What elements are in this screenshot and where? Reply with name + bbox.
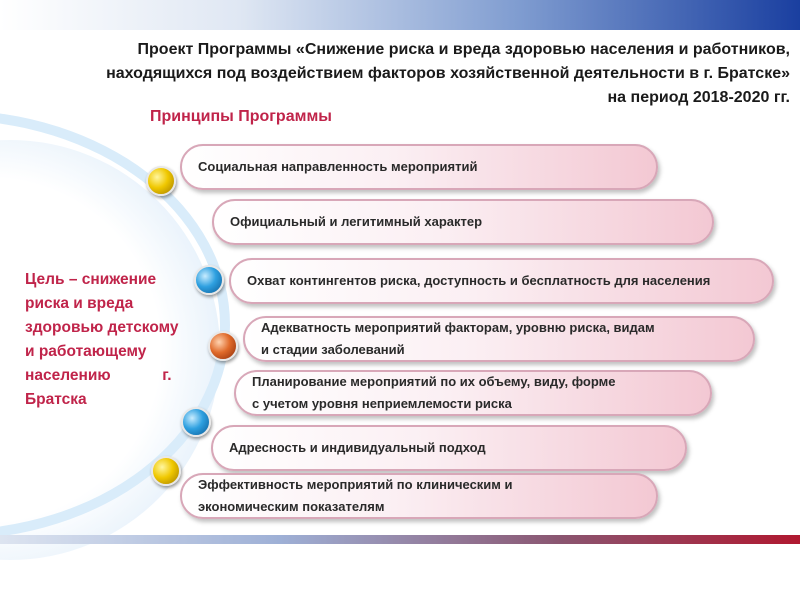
goal-line-1: Цель – снижение <box>25 271 157 288</box>
principle-3-ball-icon <box>194 265 224 295</box>
principle-pill-3 <box>229 258 774 304</box>
goal-line-4: и работающему <box>25 343 147 360</box>
goal-line-6: Братска <box>25 391 87 408</box>
goal-text <box>25 268 200 412</box>
principle-pill-1 <box>180 144 658 190</box>
principle-3-line-1: Охват контингентов риска, доступность и бесплатность для населения <box>247 273 711 288</box>
principle-1-line-1: Социальная направленность мероприятий <box>198 159 478 174</box>
principle-4-line-1: Адекватность мероприятий факторам, уровню риска, видам <box>261 320 655 335</box>
bottom-gradient-band <box>0 535 800 544</box>
principle-pill-7 <box>180 473 658 519</box>
goal-line-2: риска и вреда <box>25 295 134 312</box>
goal-line-3: здоровью детскому <box>25 319 179 336</box>
principle-pill-5 <box>234 370 712 416</box>
title-line-2: находящихся под воздействием факторов хозяйственной деятельности в г. Братске» <box>106 65 790 82</box>
title-line-3: на период 2018-2020 гг. <box>607 89 790 106</box>
goal-line-5: населению г. <box>25 367 172 384</box>
principle-4-line-2: и стадии заболеваний <box>261 342 405 357</box>
principle-7-line-2: экономическим показателям <box>198 499 385 514</box>
principle-7-ball-icon <box>151 456 181 486</box>
principle-pill-4 <box>243 316 755 362</box>
principle-pill-2 <box>212 199 714 245</box>
principle-6-ball-icon <box>181 407 211 437</box>
principle-6-line-1: Адресность и индивидуальный подход <box>229 440 486 455</box>
principle-5-line-2: с учетом уровня неприемлемости риска <box>252 396 512 411</box>
principle-7-line-1: Эффективность мероприятий по клиническим и <box>198 477 513 492</box>
principle-5-line-1: Планирование мероприятий по их объему, виду, форме <box>252 374 616 389</box>
principle-2-line-1: Официальный и легитимный характер <box>230 214 483 229</box>
principle-pill-6 <box>211 425 687 471</box>
principle-4-ball-icon <box>208 331 238 361</box>
principle-1-ball-icon <box>146 166 176 196</box>
top-gradient-band <box>0 0 800 30</box>
principles-heading: Принципы Программы <box>150 108 332 125</box>
title-line-1: Проект Программы «Снижение риска и вреда здоровью населения и работников, <box>137 41 790 58</box>
page-title <box>10 38 790 110</box>
